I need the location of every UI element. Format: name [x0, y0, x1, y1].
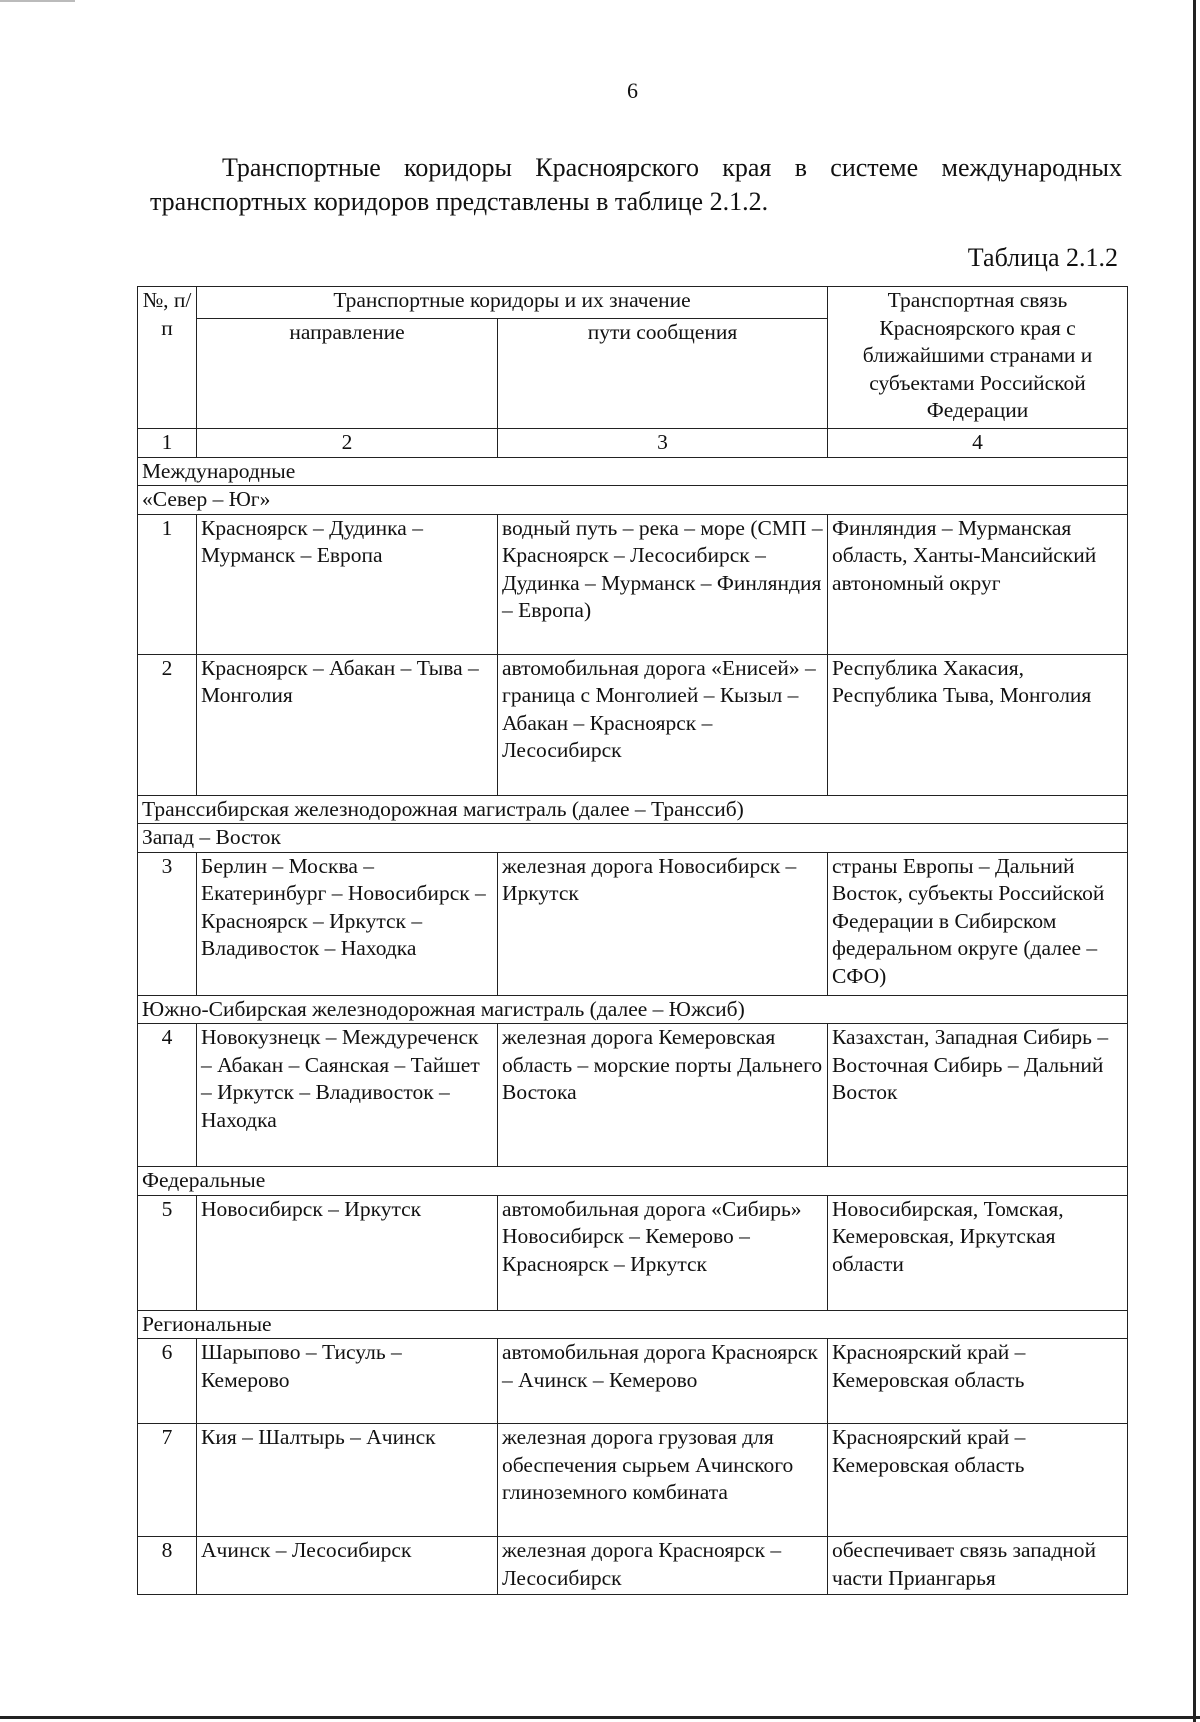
row-direction: Красноярск – Абакан – Тыва – Монголия [197, 654, 498, 795]
section-row [138, 1310, 1128, 1339]
row-direction: Шарыпово – Тисуль – Кемерово [197, 1339, 498, 1424]
row-routes: автомобильная дорога «Сибирь» Новосибирск – Кемерово – Красноярск – Иркутск [498, 1195, 828, 1310]
row-connection: Новосибирская, Томская, Кемеровская, Иркутская области [828, 1195, 1128, 1310]
table-row [138, 1024, 1128, 1167]
row-num: 6 [138, 1339, 197, 1424]
table-row [138, 1537, 1128, 1595]
column-number-row [138, 429, 1128, 458]
header-num: №, п/п [138, 287, 197, 429]
row-direction: Красноярск – Дудинка – Мурманск – Европа [197, 514, 498, 654]
row-num: 8 [138, 1537, 197, 1595]
col-number: 3 [498, 429, 828, 458]
intro-paragraph [150, 151, 1122, 219]
row-connection: обеспечивает связь западной части Приангарья [828, 1537, 1128, 1595]
row-direction: Новосибирск – Иркутск [197, 1195, 498, 1310]
row-connection: Красноярский край – Кемеровская область [828, 1339, 1128, 1424]
table-row [138, 852, 1128, 995]
header-routes: пути сообщения [498, 319, 828, 429]
row-routes: автомобильная дорога Красноярск – Ачинск – Кемерово [498, 1339, 828, 1424]
table-row [138, 514, 1128, 654]
row-connection: Финляндия – Мурманская область, Ханты-Мансийский автономный округ [828, 514, 1128, 654]
table-caption: Таблица 2.1.2 [967, 243, 1118, 272]
row-num: 3 [138, 852, 197, 995]
row-num: 7 [138, 1424, 197, 1537]
section-row [138, 995, 1128, 1024]
row-direction: Берлин – Москва – Екатеринбург – Новосибирск – Красноярск – Иркутск – Владивосток – Находка [197, 852, 498, 995]
section-title: Транссибирская железнодорожная магистраль (далее – Транссиб) [138, 795, 1128, 824]
table-row [138, 654, 1128, 795]
header-group: Транспортные коридоры и их значение [197, 287, 828, 319]
table-row [138, 1195, 1128, 1310]
row-connection: Республика Хакасия, Республика Тыва, Монголия [828, 654, 1128, 795]
section-row [138, 795, 1128, 824]
section-title: Региональные [138, 1310, 1128, 1339]
row-num: 5 [138, 1195, 197, 1310]
scan-right-edge [1193, 0, 1196, 1722]
section-row [138, 824, 1128, 853]
table-header-row [138, 287, 1128, 319]
row-direction: Кия – Шалтырь – Ачинск [197, 1424, 498, 1537]
corridors-table [137, 286, 1128, 1595]
row-routes: железная дорога Красноярск – Лесосибирск [498, 1537, 828, 1595]
section-row [138, 457, 1128, 486]
section-row [138, 1167, 1128, 1196]
row-num: 2 [138, 654, 197, 795]
col-number: 2 [197, 429, 498, 458]
row-routes: автомобильная дорога «Енисей» – граница с Монголией – Кызыл – Абакан – Красноярск – Лесосибирск [498, 654, 828, 795]
row-direction: Новокузнецк – Междуреченск – Абакан – Саянская – Тайшет – Иркутск – Владивосток – Находка [197, 1024, 498, 1167]
col-number: 1 [138, 429, 197, 458]
table-row [138, 1424, 1128, 1537]
row-connection: страны Европы – Дальний Восток, субъекты Российской Федерации в Сибирском федеральном округе (далее – СФО) [828, 852, 1128, 995]
section-title: Федеральные [138, 1167, 1128, 1196]
scan-bottom-edge [0, 1716, 1200, 1719]
row-routes: железная дорога Новосибирск – Иркутск [498, 852, 828, 995]
row-connection: Казахстан, Западная Сибирь – Восточная Сибирь – Дальний Восток [828, 1024, 1128, 1167]
col-number: 4 [828, 429, 1128, 458]
header-direction: направление [197, 319, 498, 429]
row-routes: железная дорога грузовая для обеспечения сырьем Ачинского глиноземного комбината [498, 1424, 828, 1537]
row-routes: железная дорога Кемеровская область – морские порты Дальнего Востока [498, 1024, 828, 1167]
section-title: Запад – Восток [138, 824, 1128, 853]
row-routes: водный путь – река – море (СМП – Красноярск – Лесосибирск – Дудинка – Мурманск – Финляндия – Европа) [498, 514, 828, 654]
row-num: 1 [138, 514, 197, 654]
row-connection: Красноярский край – Кемеровская область [828, 1424, 1128, 1537]
section-row [138, 486, 1128, 515]
section-title: «Север – Юг» [138, 486, 1128, 515]
header-connection: Транспортная связь Красноярского края с ближайшими странами и субъектами Российской Федерации [828, 287, 1128, 429]
intro-text: Транспортные коридоры Красноярского края в системе международных транспортных коридоров представлены в таблице 2.1.2. [150, 153, 1122, 216]
section-title: Южно-Сибирская железнодорожная магистраль (далее – Южсиб) [138, 995, 1128, 1024]
table-row [138, 1339, 1128, 1424]
scan-top-rule [0, 0, 75, 2]
row-direction: Ачинск – Лесосибирск [197, 1537, 498, 1595]
section-title: Международные [138, 457, 1128, 486]
row-num: 4 [138, 1024, 197, 1167]
page-number: 6 [627, 78, 638, 103]
